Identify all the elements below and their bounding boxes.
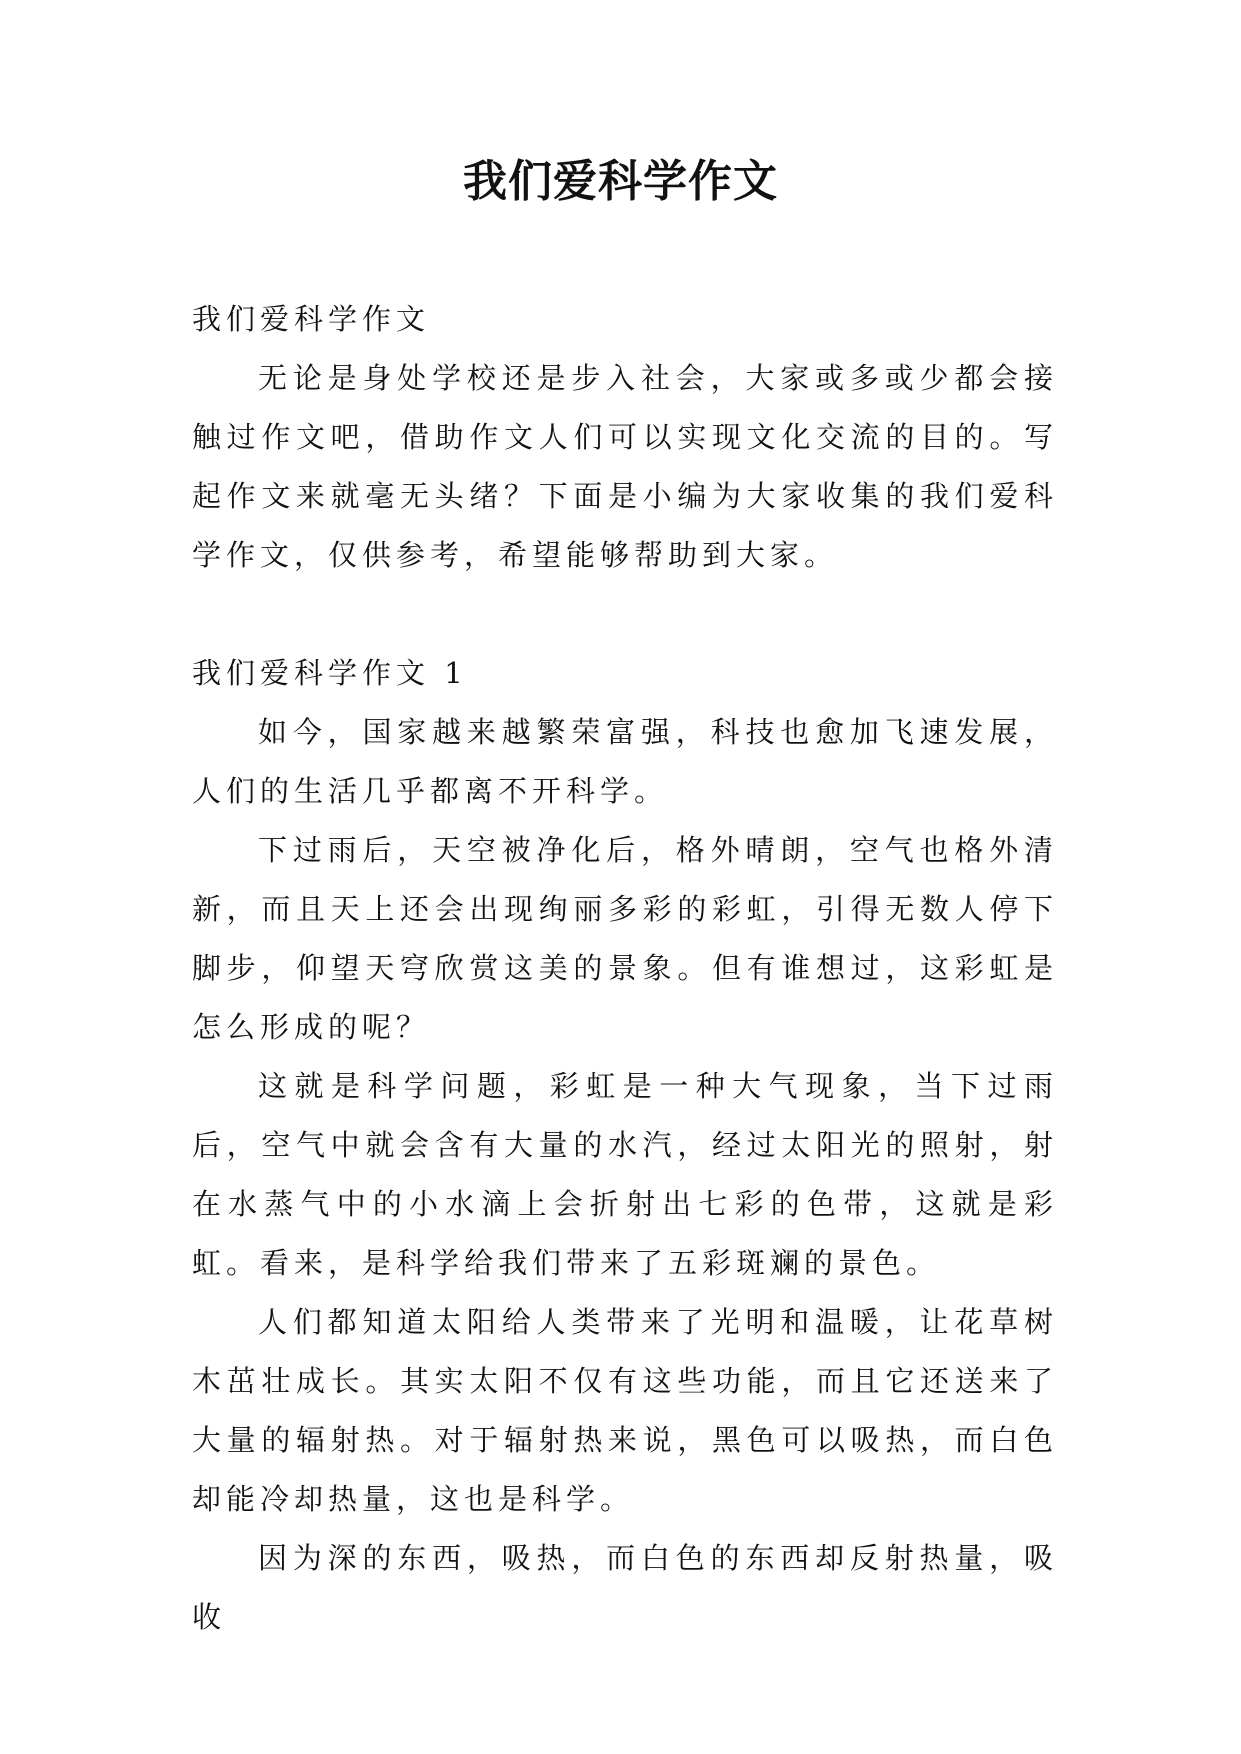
body-paragraph: 下过雨后，天空被净化后，格外晴朗，空气也格外清新，而且天上还会出现绚丽多彩的彩虹，引得无数人停下脚步，仰望天穹欣赏这美的景象。但有谁想过，这彩虹是怎么形成的呢？: [192, 833, 1058, 1044]
document-body: [192, 290, 1058, 1647]
body-paragraph: 人们都知道太阳给人类带来了光明和温暖，让花草树木茁壮成长。其实太阳不仅有这些功能，而且它还送来了大量的辐射热。对于辐射热来说，黑色可以吸热，而白色却能冷却热量，这也是科学。: [192, 1305, 1058, 1516]
paragraph-spacer: [192, 585, 1058, 644]
intro-paragraph: 无论是身处学校还是步入社会，大家或多或少都会接触过作文吧，借助作文人们可以实现文化交流的目的。写起作文来就毫无头绪？下面是小编为大家收集的我们爱科学作文，仅供参考，希望能够帮助到大家。: [192, 361, 1058, 572]
section-heading: 我们爱科学作文 1: [192, 656, 468, 690]
body-paragraph: 因为深的东西，吸热，而白色的东西却反射热量，吸收: [192, 1541, 1058, 1634]
essay-heading: 我们爱科学作文: [192, 302, 431, 336]
document-title: 我们爱科学作文: [463, 156, 778, 207]
body-paragraph: 这就是科学问题，彩虹是一种大气现象，当下过雨后，空气中就会含有大量的水汽，经过太阳光的照射，射在水蒸气中的小水滴上会折射出七彩的色带，这就是彩虹。看来，是科学给我们带来了五彩斑斓的景色。: [192, 1069, 1058, 1280]
body-paragraph: 如今，国家越来越繁荣富强，科技也愈加飞速发展，人们的生活几乎都离不开科学。: [192, 715, 1058, 808]
